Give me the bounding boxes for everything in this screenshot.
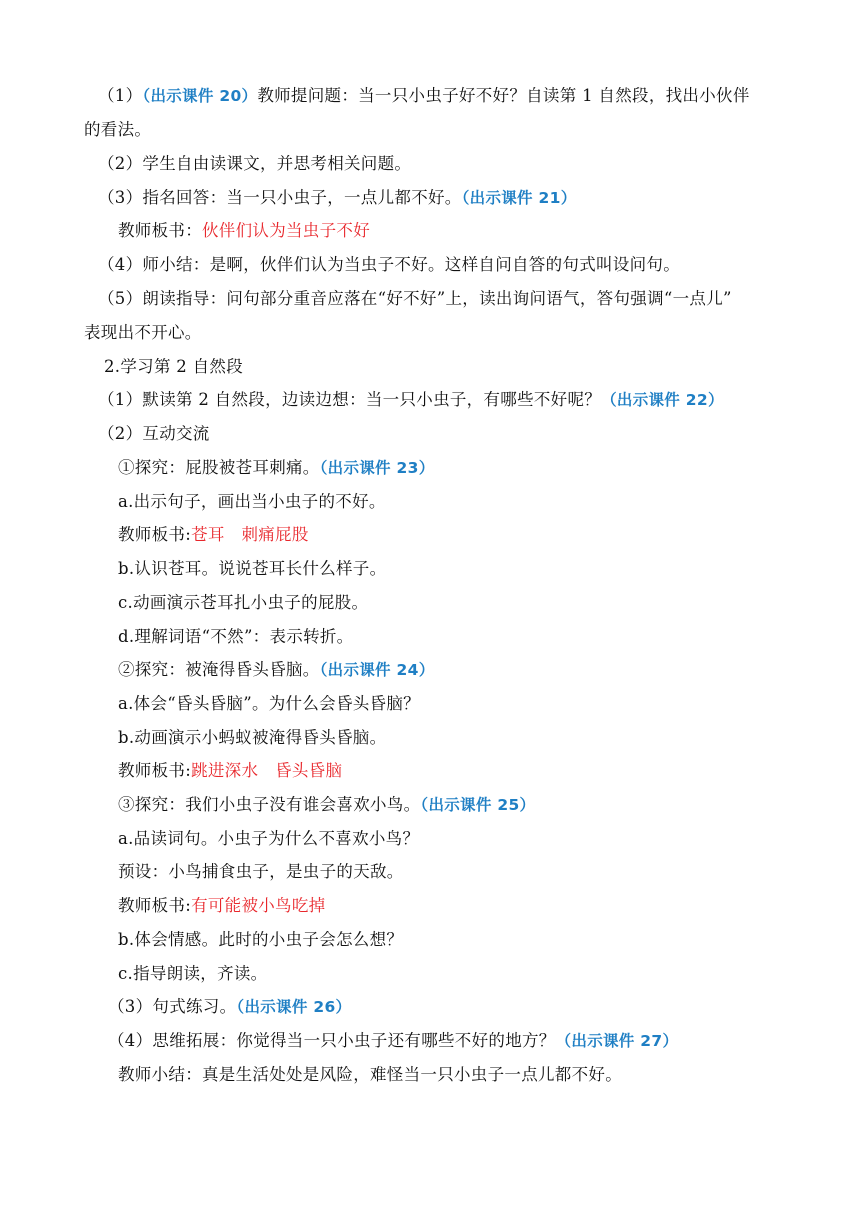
board-content: 苍耳 刺痛屁股	[191, 525, 309, 544]
paragraph-text: a.品读词句。小虫子为什么不喜欢小鸟？	[118, 829, 420, 848]
courseware-reference: （出示课件 22）	[601, 391, 724, 409]
paragraph-text: （5）朗读指导：问句部分重音应落在“好不好”上，读出询问语气，答句强调“一点儿”	[98, 289, 732, 308]
board-note	[118, 523, 309, 547]
paragraph-text: （3）句式练习。	[108, 997, 237, 1016]
paragraph-text: d.理解词语“不然”：表示转折。	[118, 627, 354, 646]
board-content: 伙伴们认为当虫子不好	[202, 221, 370, 240]
board-content: 有可能被小鸟吃掉	[191, 896, 326, 915]
paragraph-text: b.体会情感。此时的小虫子会怎么想？	[118, 930, 404, 949]
sub-item	[118, 726, 386, 750]
paragraph-text: （2）学生自由读课文，并思考相关问题。	[98, 154, 412, 173]
courseware-reference: （出示课件 26）	[236, 998, 352, 1016]
paragraph-text: a.出示句子，画出当小虫子的不好。	[118, 492, 386, 511]
paragraph-text: b.认识苍耳。说说苍耳长什么样子。	[118, 559, 387, 578]
board-label: 教师板书:	[118, 761, 192, 780]
paragraph-text: （1）默读第 2 自然段，边读边想：当一只小虫子，有哪些不好呢？	[98, 390, 602, 409]
paragraph-text: c.动画演示苍耳扎小虫子的屁股。	[118, 593, 369, 612]
paragraph-item	[98, 186, 577, 210]
board-label: 教师板书:	[118, 896, 192, 915]
paragraph-text: （3）指名回答：当一只小虫子，一点儿都不好。	[98, 188, 462, 207]
board-label: 教师板书：	[118, 221, 202, 240]
board-note	[118, 219, 370, 243]
paragraph-text: 教师提问题：当一只小虫子好不好？自读第 1 自然段，找出小伙伴	[257, 86, 750, 105]
paragraph-item	[98, 287, 732, 311]
board-content: 跳进深水 昏头昏脑	[191, 761, 343, 780]
sub-item	[118, 860, 404, 884]
sub-item	[118, 625, 353, 649]
paragraph-text: 的看法。	[84, 120, 152, 139]
courseware-reference: （出示课件 24）	[319, 661, 435, 679]
sub-item	[118, 827, 419, 851]
explore-item	[118, 658, 435, 682]
paragraph-item	[98, 152, 411, 176]
section-heading	[104, 355, 243, 379]
paragraph-text: 预设：小鸟捕食虫子，是虫子的天敌。	[118, 862, 404, 881]
courseware-reference: （出示课件 23）	[319, 459, 435, 477]
paragraph-continuation	[84, 321, 202, 345]
paragraph-text: （2）互动交流	[98, 424, 210, 443]
paragraph-text: 表现出不开心。	[84, 323, 202, 342]
sub-item	[118, 928, 403, 952]
sub-item	[118, 962, 268, 986]
board-note	[118, 759, 342, 783]
paragraph-text: ③探究：我们小虫子没有谁会喜欢小鸟。	[118, 795, 421, 814]
paragraph-item	[108, 1029, 678, 1053]
sub-item	[118, 490, 386, 514]
board-note	[118, 894, 325, 918]
item-number: （1）	[98, 86, 143, 105]
courseware-reference: （出示课件 20）	[142, 87, 258, 105]
courseware-reference: （出示课件 21）	[461, 189, 577, 207]
paragraph-text: （4）师小结：是啊，伙伴们认为当虫子不好。这样自问自答的句式叫设问句。	[98, 255, 680, 274]
paragraph-item	[108, 995, 351, 1019]
sub-item	[118, 591, 368, 615]
courseware-reference: （出示课件 25）	[420, 796, 536, 814]
paragraph-q1	[98, 84, 750, 108]
teacher-summary	[118, 1063, 622, 1087]
sub-item	[118, 692, 420, 716]
paragraph-text: ②探究：被淹得昏头昏脑。	[118, 660, 320, 679]
paragraph-text: 教师小结：真是生活处处是风险，难怪当一只小虫子一点儿都不好。	[118, 1065, 622, 1084]
sub-item	[118, 557, 386, 581]
paragraph-item	[98, 422, 210, 446]
heading-text: 2.学习第 2 自然段	[104, 357, 244, 376]
board-label: 教师板书:	[118, 525, 192, 544]
paragraph-continuation	[84, 118, 151, 142]
explore-item	[118, 456, 435, 480]
paragraph-text: c.指导朗读，齐读。	[118, 964, 268, 983]
paragraph-item	[98, 388, 724, 412]
paragraph-text: a.体会“昏头昏脑”。为什么会昏头昏脑？	[118, 694, 420, 713]
paragraph-text: ①探究：屁股被苍耳刺痛。	[118, 458, 320, 477]
paragraph-text: b.动画演示小蚂蚁被淹得昏头昏脑。	[118, 728, 387, 747]
paragraph-text: （4）思维拓展：你觉得当一只小虫子还有哪些不好的地方？	[108, 1031, 556, 1050]
paragraph-item	[98, 253, 680, 277]
explore-item	[118, 793, 535, 817]
courseware-reference: （出示课件 27）	[555, 1032, 679, 1050]
